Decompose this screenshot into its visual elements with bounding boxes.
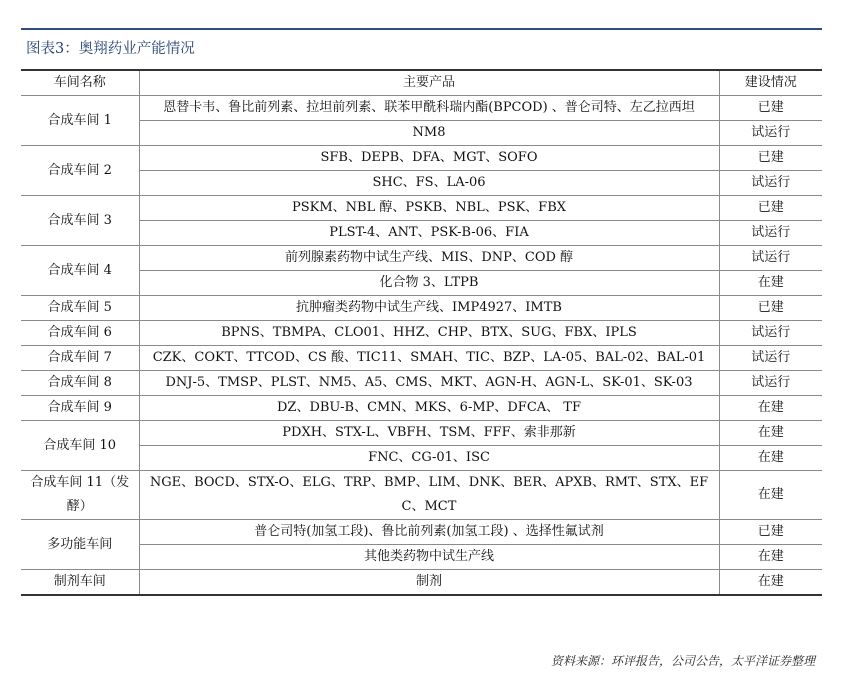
product-cell: 制剂 (139, 570, 719, 596)
capacity-table (21, 69, 822, 596)
status-cell: 试运行 (719, 171, 822, 196)
table-row (21, 121, 822, 146)
status-cell: 在建 (719, 570, 822, 596)
table-row (21, 570, 822, 596)
table-row (21, 421, 822, 446)
table-row (21, 371, 822, 396)
status-cell: 在建 (719, 471, 822, 520)
table-row (21, 271, 822, 296)
workshop-cell: 合成车间 2 (21, 146, 139, 196)
workshop-cell: 合成车间 9 (21, 396, 139, 421)
header-workshop: 车间名称 (21, 70, 139, 96)
table-row (21, 446, 822, 471)
product-cell: 普仑司特(加氢工段)、鲁比前列素(加氢工段) 、选择性氟试剂 (139, 520, 719, 545)
workshop-cell: 合成车间 8 (21, 371, 139, 396)
product-cell: FNC、CG-01、ISC (139, 446, 719, 471)
product-cell: PLST-4、ANT、PSK-B-06、FIA (139, 221, 719, 246)
table-row (21, 221, 822, 246)
status-cell: 在建 (719, 271, 822, 296)
product-cell: 前列腺素药物中试生产线、MIS、DNP、COD 醇 (139, 246, 719, 271)
table-row (21, 545, 822, 570)
product-cell: 其他类药物中试生产线 (139, 545, 719, 570)
source-note: 资料来源：环评报告，公司公告，太平洋证券整理 (550, 654, 815, 668)
status-cell: 试运行 (719, 371, 822, 396)
workshop-cell: 合成车间 10 (21, 421, 139, 471)
status-cell: 在建 (719, 421, 822, 446)
status-cell: 已建 (719, 296, 822, 321)
product-cell: DZ、DBU-B、CMN、MKS、6-MP、DFCA、 TF (139, 396, 719, 421)
table-row (21, 321, 822, 346)
product-cell: PDXH、STX-L、VBFH、TSM、FFF、索非那新 (139, 421, 719, 446)
product-cell: CZK、COKT、TTCOD、CS 酸、TIC11、SMAH、TIC、BZP、LA-05、BAL-02、BAL-01 (139, 346, 719, 371)
product-cell: 化合物 3、LTPB (139, 271, 719, 296)
status-cell: 在建 (719, 446, 822, 471)
status-cell: 在建 (719, 396, 822, 421)
header-status: 建设情况 (719, 70, 822, 96)
table-row (21, 146, 822, 171)
workshop-cell: 合成车间 11（发酵） (21, 471, 139, 520)
status-cell: 已建 (719, 196, 822, 221)
status-cell: 已建 (719, 96, 822, 121)
status-cell: 已建 (719, 146, 822, 171)
product-cell: DNJ-5、TMSP、PLST、NM5、A5、CMS、MKT、AGN-H、AGN-L、SK-01、SK-03 (139, 371, 719, 396)
product-cell: BPNS、TBMPA、CLO01、HHZ、CHP、BTX、SUG、FBX、IPLS (139, 321, 719, 346)
table-row (21, 471, 822, 520)
table-row (21, 96, 822, 121)
status-cell: 试运行 (719, 221, 822, 246)
workshop-cell: 制剂车间 (21, 570, 139, 596)
table-row (21, 520, 822, 545)
status-cell: 试运行 (719, 121, 822, 146)
table-row (21, 396, 822, 421)
table-row (21, 296, 822, 321)
product-cell: SFB、DEPB、DFA、MGT、SOFO (139, 146, 719, 171)
status-cell: 在建 (719, 545, 822, 570)
workshop-cell: 合成车间 7 (21, 346, 139, 371)
table-row (21, 346, 822, 371)
product-cell: NM8 (139, 121, 719, 146)
product-cell: 抗肿瘤类药物中试生产线、IMP4927、IMTB (139, 296, 719, 321)
header-product: 主要产品 (139, 70, 719, 96)
status-cell: 试运行 (719, 346, 822, 371)
product-cell: SHC、FS、LA-06 (139, 171, 719, 196)
workshop-cell: 合成车间 1 (21, 96, 139, 146)
workshop-cell: 合成车间 4 (21, 246, 139, 296)
workshop-cell: 多功能车间 (21, 520, 139, 570)
table-row (21, 171, 822, 196)
table-body (21, 96, 822, 596)
product-cell: NGE、BOCD、STX-O、ELG、TRP、BMP、LIM、DNK、BER、APXB、RMT、STX、EFC、MCT (139, 471, 719, 520)
workshop-cell: 合成车间 6 (21, 321, 139, 346)
status-cell: 已建 (719, 520, 822, 545)
table-row (21, 246, 822, 271)
table-row (21, 196, 822, 221)
workshop-cell: 合成车间 3 (21, 196, 139, 246)
top-rule (21, 28, 822, 30)
status-cell: 试运行 (719, 246, 822, 271)
workshop-cell: 合成车间 5 (21, 296, 139, 321)
product-cell: PSKM、NBL 醇、PSKB、NBL、PSK、FBX (139, 196, 719, 221)
table-header-row (21, 70, 822, 96)
product-cell: 恩替卡韦、鲁比前列素、拉坦前列素、联苯甲酰科瑞内酯(BPCOD) 、普仑司特、左乙拉西坦 (139, 96, 719, 121)
status-cell: 试运行 (719, 321, 822, 346)
figure-title: 图表3：奥翔药业产能情况 (26, 41, 195, 57)
